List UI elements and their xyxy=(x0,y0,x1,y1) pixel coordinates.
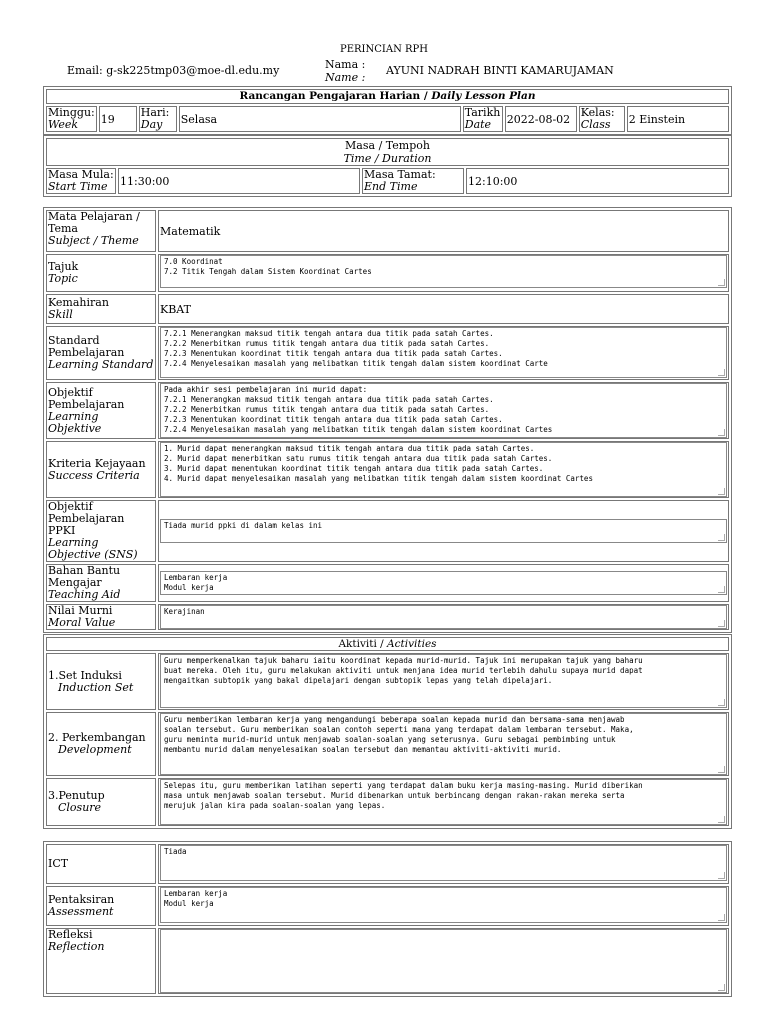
aid-label: Bahan Bantu Mengajar Teaching Aid xyxy=(46,564,156,602)
end-time-label: Masa Tamat: End Time xyxy=(362,168,464,194)
day-label: Hari: Day xyxy=(139,106,177,132)
moral-field[interactable]: Kerajinan xyxy=(160,605,727,629)
plan-title: Rancangan Pengajaran Harian / Daily Lesson Plan xyxy=(46,89,729,104)
week-value: 19 xyxy=(99,106,137,132)
criteria-label: Kriteria Kejayaan Success Criteria xyxy=(46,441,156,498)
objective-label: Objektif Pembelajaran Learning Objektive xyxy=(46,382,156,439)
time-header: Masa / Tempoh Time / Duration xyxy=(46,138,729,166)
name-label: Nama : Name : xyxy=(325,58,366,84)
ict-label: ICT xyxy=(46,844,156,884)
day-value: Selasa xyxy=(179,106,461,132)
start-time-label: Masa Mula: Start Time xyxy=(46,168,116,194)
topic-label: Tajuk Topic xyxy=(46,254,156,292)
skill-label: Kemahiran Skill xyxy=(46,294,156,324)
reflection-field[interactable] xyxy=(160,929,727,993)
objective-field[interactable]: Pada akhir sesi pembelajaran ini murid dapat: 7.2.1 Menerangkan maksud titik tengah antara dua titik pada satah Cartes. 7.2.2 Menerbitkan rumus titik tengah antara dua titik pada satah Cartes. 7.2.3 Menentukan koordinat titik tengah antara dua titik pada satah Cartes. 7.2.4 Menyelesaikan masalah yang melibatkan titik tengah dalam sistem koordinat Cartes xyxy=(160,383,727,438)
week-label: Minggu: Week xyxy=(48,106,95,131)
extra-table xyxy=(43,841,732,997)
start-time-value: 11:30:00 xyxy=(118,168,360,194)
class-value: 2 Einstein xyxy=(627,106,729,132)
assessment-label: Pentaksiran Assessment xyxy=(46,886,156,926)
ict-field[interactable]: Tiada xyxy=(160,845,727,881)
activities-table xyxy=(43,634,732,829)
induction-field[interactable]: Guru memperkenalkan tajuk baharu iaitu koordinat kepada murid-murid. Tajuk ini merupakan tajuk yang baharu buat mereka. Oleh itu, guru melakukan aktiviti untuk menjana idea murid terlebih dahulu supaya murid dapat mengaitkan subtopik yang bakal dipelajari dengan subtopik lepas yang telah dipelajari. xyxy=(160,654,727,708)
induction-label: 1.Set Induksi Induction Set xyxy=(46,653,156,710)
reflection-label: Refleksi Reflection xyxy=(46,928,156,994)
email-text: Email: g-sk225tmp03@moe-dl.edu.my xyxy=(67,64,280,77)
date-value: 2022-08-02 xyxy=(505,106,577,132)
standard-label: Standard Pembelajaran Learning Standard xyxy=(46,326,156,380)
teacher-name: AYUNI NADRAH BINTI KAMARUJAMAN xyxy=(386,64,614,77)
ppki-label: Objektif Pembelajaran PPKI Learning Objective (SNS) xyxy=(46,500,156,562)
moral-label: Nilai Murni Moral Value xyxy=(46,604,156,630)
page-title: PERINCIAN RPH xyxy=(340,44,428,55)
assessment-field[interactable]: Lembaran kerja Modul kerja xyxy=(160,887,727,923)
closure-label: 3.Penutup Closure xyxy=(46,778,156,826)
skill-value: KBAT xyxy=(158,294,729,324)
date-label: Tarikh Date xyxy=(463,106,503,132)
subject-value: Matematik xyxy=(158,210,729,252)
aid-field[interactable]: Lembaran kerja Modul kerja xyxy=(160,571,727,595)
closure-field[interactable]: Selepas itu, guru memberikan latihan seperti yang terdapat dalam buku kerja masing-masing. Murid diberikan masa untuk menjawab soalan tersebut. Murid dibenarkan untuk berbincang dengan rakan-rakan mereka serta merujuk jalan kira pada soalan-soalan yang lepas. xyxy=(160,779,727,825)
development-field[interactable]: Guru memberikan lembaran kerja yang mengandungi beberapa soalan kepada murid dan bersama-sama menjawab soalan tersebut. Guru memberikan soalan contoh seperti mana yang terdapat dalam lembaran tersebut. Maka, guru meminta murid-murid untuk menjawab soalan-soalan yang seterusnya. Guru sebagai pembimbing untuk membantu murid dalam menyelesaikan soalan tersebut dan memantau aktiviti-aktiviti murid. xyxy=(160,713,727,775)
subject-label: Mata Pelajaran / Tema Subject / Theme xyxy=(46,210,156,252)
end-time-value: 12:10:00 xyxy=(466,168,729,194)
plan-table xyxy=(43,86,732,135)
ppki-field[interactable]: Tiada murid ppki di dalam kelas ini xyxy=(160,519,727,543)
criteria-field[interactable]: 1. Murid dapat menerangkan maksud titik tengah antara dua titik pada satah Cartes. 2. Murid dapat menerbitkan satu rumus titik tengah antara dua titik pada satah Cartes. 3. Murid dapat menentukan koordinat titik tengah antara dua titik pada satah Cartes. 4. Murid dapat menyelesaikan masalah yang melibatkan titik tengah dalam sistem koordinat Cartes xyxy=(160,442,727,497)
time-table xyxy=(43,135,732,197)
development-label: 2. Perkembangan Development xyxy=(46,712,156,776)
details-table xyxy=(43,207,732,633)
topic-field[interactable]: 7.0 Koordinat 7.2 Titik Tengah dalam Sistem Koordinat Cartes xyxy=(160,255,727,288)
activities-header: Aktiviti / Activities xyxy=(46,637,729,651)
standard-field[interactable]: 7.2.1 Menerangkan maksud titik tengah antara dua titik pada satah Cartes. 7.2.2 Menerbitkan rumus titik tengah antara dua titik pada satah Cartes. 7.2.3 Menentukan koordinat titik tengah antara dua titik pada satah Cartes. 7.2.4 Menyelesaikan masalah yang melibatkan titik tengah dalam sistem koordinat Carte xyxy=(160,327,727,378)
class-label: Kelas: Class xyxy=(579,106,625,132)
